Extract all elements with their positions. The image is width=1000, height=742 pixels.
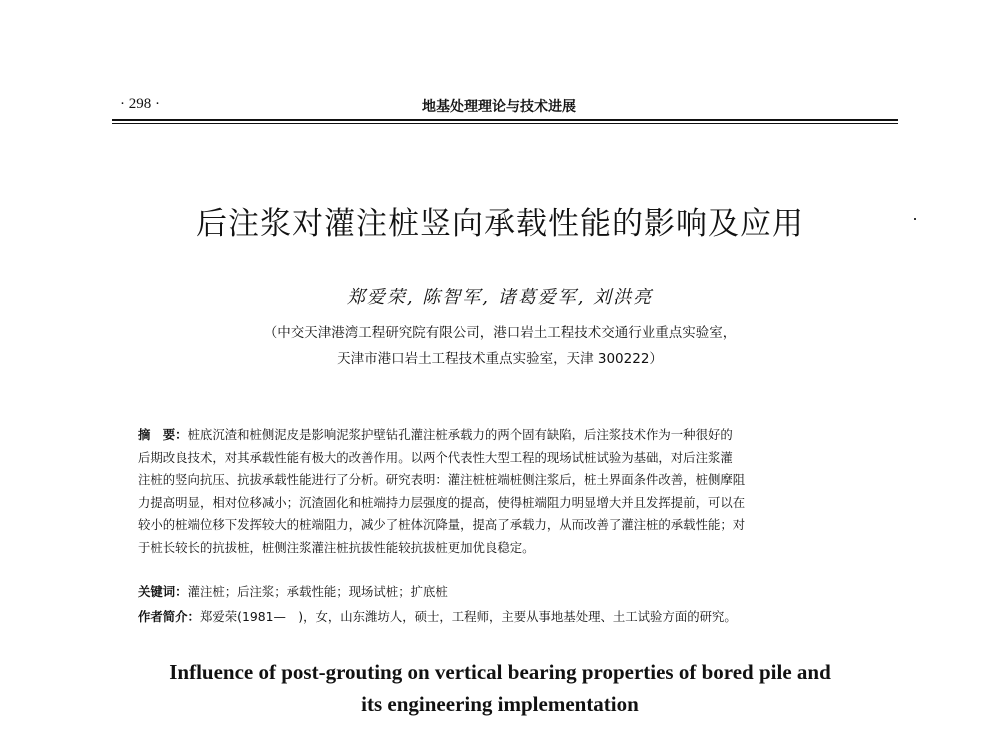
abstract-line-4: 力提高明显，相对位移减小；沉渣固化和桩端持力层强度的提高，使得桩端阻力明显增大并且发挥提前，可以在 xyxy=(138,494,746,510)
keywords-label: 关键词： xyxy=(138,584,188,599)
header-rule-thin xyxy=(112,123,898,124)
abstract-line-1 xyxy=(138,424,868,447)
page-number: · 298 · xyxy=(120,96,160,112)
author-bio-text: 郑爱荣(1981— )，女，山东潍坊人，硕士，工程师，主要从事地基处理、土工试验方面的研究。 xyxy=(199,609,737,624)
keywords xyxy=(138,582,868,600)
affiliation-line-1: （中交天津港湾工程研究院有限公司，港口岩土工程技术交通行业重点实验室， xyxy=(263,325,737,341)
abstract xyxy=(138,424,868,559)
abstract-line-6: 于桩长较长的抗拔桩，桩侧注浆灌注桩抗拔性能较抗拔桩更加优良稳定。 xyxy=(138,539,535,555)
abstract-line-3: 注桩的竖向抗压、抗拔承载性能进行了分析。研究表明：灌注桩桩端桩侧注浆后，桩土界面条件改善，桩侧摩阻 xyxy=(138,472,746,487)
english-title xyxy=(0,656,1000,720)
abstract-line-2: 后期改良技术，对其承载性能有极大的改善作用。以两个代表性大型工程的现场试桩试验为基础，对后注浆灌 xyxy=(138,449,733,465)
running-header xyxy=(112,96,898,118)
abstract-text-1: 桩底沉渣和桩侧泥皮是影响泥浆护壁钻孔灌注桩承载力的两个固有缺陷，后注浆技术作为一种很好的 xyxy=(187,427,733,442)
abstract-line-5: 较小的桩端位移下发挥较大的桩端阻力，减少了桩体沉降量，提高了承载力，从而改善了灌注桩的承载性能；对 xyxy=(138,517,746,532)
author-bio xyxy=(138,607,868,625)
paper-title: 后注浆对灌注桩竖向承载性能的影响及应用 xyxy=(196,206,804,242)
stray-mark xyxy=(914,218,916,220)
affiliation xyxy=(0,320,1000,372)
english-title-line-2: its engineering implementation xyxy=(361,692,639,716)
author-bio-label: 作者简介： xyxy=(138,609,200,624)
affiliation-line-2: 天津市港口岩土工程技术重点实验室，天津 300222） xyxy=(337,351,663,367)
keywords-text: 灌注桩；后注浆；承载性能；现场试桩；扩底桩 xyxy=(187,584,448,599)
header-rule-thick xyxy=(112,119,898,121)
english-title-line-1: Influence of post-grouting on vertical bearing properties of bored pile and xyxy=(169,660,831,684)
abstract-label: 摘 要： xyxy=(138,427,188,442)
running-title: 地基处理理论与技术进展 xyxy=(422,99,576,115)
author-list: 郑爱荣, 陈智军, 诸葛爱军, 刘洪亮 xyxy=(346,287,654,308)
